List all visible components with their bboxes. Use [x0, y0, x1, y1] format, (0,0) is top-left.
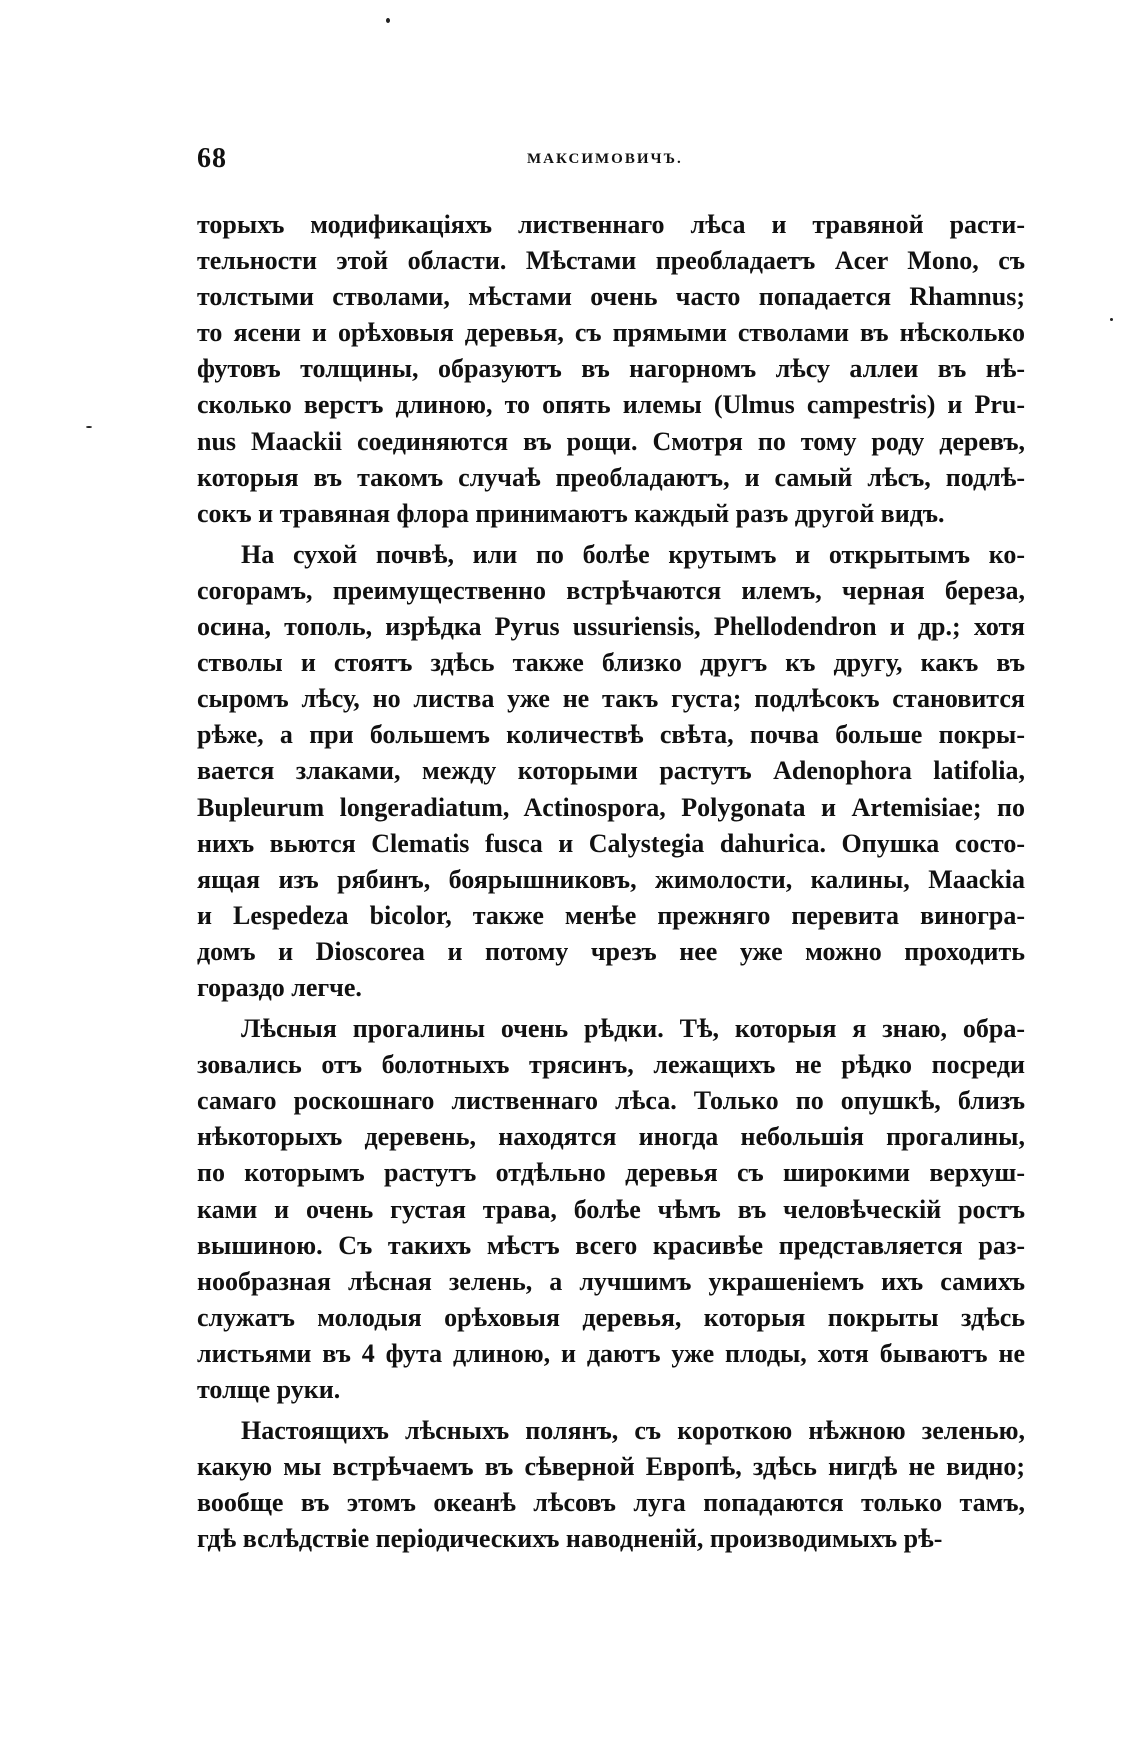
text-line: какую мы встрѣчаемъ въ сѣверной Европѣ, здѣсь нигдѣ не видно;	[197, 1452, 1025, 1482]
print-speck	[86, 426, 92, 428]
text-line: самаго роскошнаго лиственнаго лѣса. Только по опушкѣ, близъ	[197, 1086, 1025, 1116]
paragraph	[197, 207, 1025, 532]
text-line: торыхъ модификацiяхъ лиственнаго лѣса и травяной расти-	[197, 210, 1025, 239]
running-head: МАКСИМОВИЧЪ.	[527, 151, 683, 167]
paragraph	[197, 537, 1025, 1006]
text-line: домъ и Dioscorea и потому чрезъ нее уже можно проходить	[197, 936, 1025, 966]
text-line: которыя въ такомъ случаѣ преобладаютъ, и самый лѣсъ, подлѣ-	[197, 462, 1025, 492]
text-line: сыромъ лѣсу, но листва уже не такъ густа; подлѣсокъ становится	[197, 684, 1025, 714]
text-line: нообразная лѣсная зелень, а лучшимъ украшенiемъ ихъ самихъ	[197, 1266, 1025, 1296]
text-line: сокъ и травяная флора принимаютъ каждый разъ другой видъ.	[197, 498, 945, 528]
text-line: осина, тополь, изрѣдка Pyrus ussuriensis, Phellodendron и др.; хотя	[197, 612, 1025, 642]
text-line: служатъ молодыя орѣховыя деревья, которыя покрыты здѣсь	[197, 1302, 1025, 1332]
page-header	[197, 143, 1025, 183]
paragraph	[197, 1011, 1025, 1408]
text-line: Bupleurum longeradiatum, Actinospora, Polygonata и Artemisiae; по	[197, 792, 1025, 822]
text-line: сколько верстъ длиною, то опять илемы (Ulmus campestris) и Pru-	[197, 390, 1025, 420]
text-line: толще руки.	[197, 1375, 341, 1404]
text-line: вается злаками, между которыми растутъ Adenophora latifolia,	[197, 756, 1025, 786]
text-line: толстыми стволами, мѣстами очень часто попадается Rhamnus;	[197, 282, 1025, 312]
text-line: вышиною. Съ такихъ мѣстъ всего красивѣе представляется раз-	[197, 1230, 1025, 1260]
text-line: футовъ толщины, образуютъ въ нагорномъ лѣсу аллеи въ нѣ-	[197, 354, 1025, 384]
page-number: 68	[197, 143, 227, 174]
text-line: нѣкоторыхъ деревень, находятся иногда небольшiя прогалины,	[197, 1122, 1025, 1152]
text-line: Настоящихъ лѣсныхъ полянъ, съ короткою нѣжною зеленью,	[241, 1416, 1025, 1446]
text-line: гораздо легче.	[197, 972, 362, 1002]
text-line: ящая изъ рябинъ, боярышниковъ, жимолости, калины, Maackia	[197, 864, 1025, 894]
text-line: листьями въ 4 фута длиною, и даютъ уже плоды, хотя бываютъ не	[197, 1338, 1025, 1368]
text-line: вообще въ этомъ океанѣ лѣсовъ луга попадаются только тамъ,	[197, 1488, 1025, 1518]
text-line: nus Maackii соединяются въ рощи. Смотря по тому роду деревъ,	[197, 426, 1025, 456]
text-line: Лѣсныя прогалины очень рѣдки. Тѣ, которыя я знаю, обра-	[241, 1014, 1025, 1044]
text-line: стволы и стоятъ здѣсь также близко другъ къ другу, какъ въ	[197, 648, 1025, 678]
text-line: согорамъ, преимущественно встрѣчаются илемъ, черная береза,	[197, 575, 1025, 605]
text-line: и Lespedeza bicolor, также менѣе прежняго перевита виногра-	[197, 900, 1025, 930]
body-text	[197, 207, 1025, 1557]
text-line: зовались отъ болотныхъ трясинъ, лежащихъ не рѣдко посреди	[197, 1050, 1025, 1080]
print-speck	[386, 18, 390, 23]
text-line: нихъ вьются Clematis fusca и Calystegia dahurica. Опушка состо-	[197, 828, 1025, 858]
text-line: ками и очень густая трава, болѣе чѣмъ въ человѣческiй ростъ	[197, 1194, 1025, 1224]
text-line: тельности этой области. Мѣстами преобладаетъ Acer Mono, съ	[197, 246, 1025, 276]
text-line: гдѣ вслѣдствiе перiодическихъ наводненiй, производимыхъ рѣ-	[197, 1524, 943, 1554]
text-line: то ясени и орѣховыя деревья, съ прямыми стволами въ нѣсколько	[197, 318, 1025, 348]
text-line: рѣже, а при большемъ количествѣ свѣта, почва больше покры-	[197, 720, 1025, 750]
paragraph	[197, 1413, 1025, 1557]
text-line: На сухой почвѣ, или по болѣе крутымъ и открытымъ ко-	[241, 539, 1025, 569]
text-line: по которымъ растутъ отдѣльно деревья съ широкими верхуш-	[197, 1158, 1025, 1188]
print-speck	[1110, 318, 1113, 321]
